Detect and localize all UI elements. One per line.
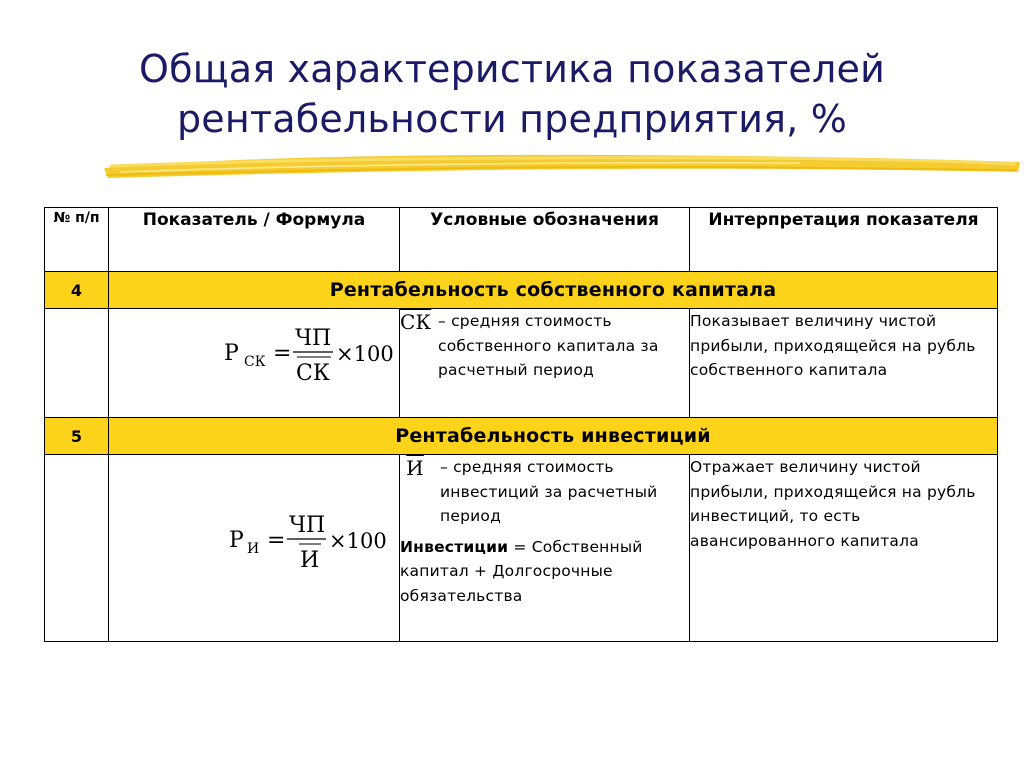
symbol-overlined: СК — [400, 310, 432, 334]
slide-title — [0, 44, 1024, 144]
formula-numerator: ЧП — [295, 326, 332, 351]
formula-cell — [109, 309, 400, 418]
formula-roi — [109, 455, 400, 637]
formula-lhs: Р — [229, 528, 244, 553]
symbol-cell — [400, 309, 690, 418]
section-row — [45, 418, 998, 455]
formula-multiplier: ×100 — [329, 529, 387, 553]
interpretation-cell: Показывает величину чистой прибыли, приходящейся на рубль собственного капитала — [690, 309, 998, 418]
header-num: № п/п — [45, 208, 109, 272]
investments-formula-text: = Собственный капитал + Долгосрочные обязательства — [400, 537, 643, 605]
header-symbols: Условные обозначения — [400, 208, 690, 272]
symbol-description: – средняя стоимость собственного капитала за расчетный период — [438, 312, 659, 379]
formula-lhs-subscript: И — [247, 541, 260, 557]
section-num: 5 — [45, 418, 109, 455]
formula-denominator: И — [300, 548, 320, 573]
yellow-brush-stroke — [100, 146, 1024, 186]
interpretation-cell: Отражает величину чистой прибыли, приходящейся на рубль инвестиций, то есть авансированного капитала — [690, 455, 998, 642]
table-row — [45, 455, 998, 642]
table-header-row — [45, 208, 998, 272]
formula-equals: = — [267, 528, 286, 553]
empty-cell — [45, 455, 109, 642]
symbol-cell — [400, 455, 690, 642]
formula-roe — [109, 309, 400, 413]
section-title: Рентабельность собственного капитала — [109, 272, 998, 309]
empty-cell — [45, 309, 109, 418]
table-row — [45, 309, 998, 418]
formula-multiplier: ×100 — [336, 342, 394, 366]
investments-definition — [400, 535, 689, 609]
formula-equals: = — [273, 341, 292, 366]
header-interpretation: Интерпретация показателя — [690, 208, 998, 272]
formula-lhs: Р — [224, 341, 239, 366]
symbol-overlined: И — [406, 456, 424, 480]
section-num: 4 — [45, 272, 109, 309]
indicators-table — [44, 207, 998, 642]
symbol-description: – средняя стоимость инвестиций за расчетный период — [440, 458, 658, 525]
slide-title-line-1: Общая характеристика показателей — [139, 47, 885, 91]
formula-denominator: СК — [296, 361, 330, 386]
formula-numerator: ЧП — [289, 513, 326, 538]
formula-lhs-subscript: СК — [244, 354, 266, 370]
investments-keyword: Инвестиции — [400, 537, 509, 556]
header-indicator: Показатель / Формула — [109, 208, 400, 272]
slide-title-line-2: рентабельности предприятия, % — [176, 97, 848, 141]
section-title: Рентабельность инвестиций — [109, 418, 998, 455]
formula-cell — [109, 455, 400, 642]
section-row — [45, 272, 998, 309]
